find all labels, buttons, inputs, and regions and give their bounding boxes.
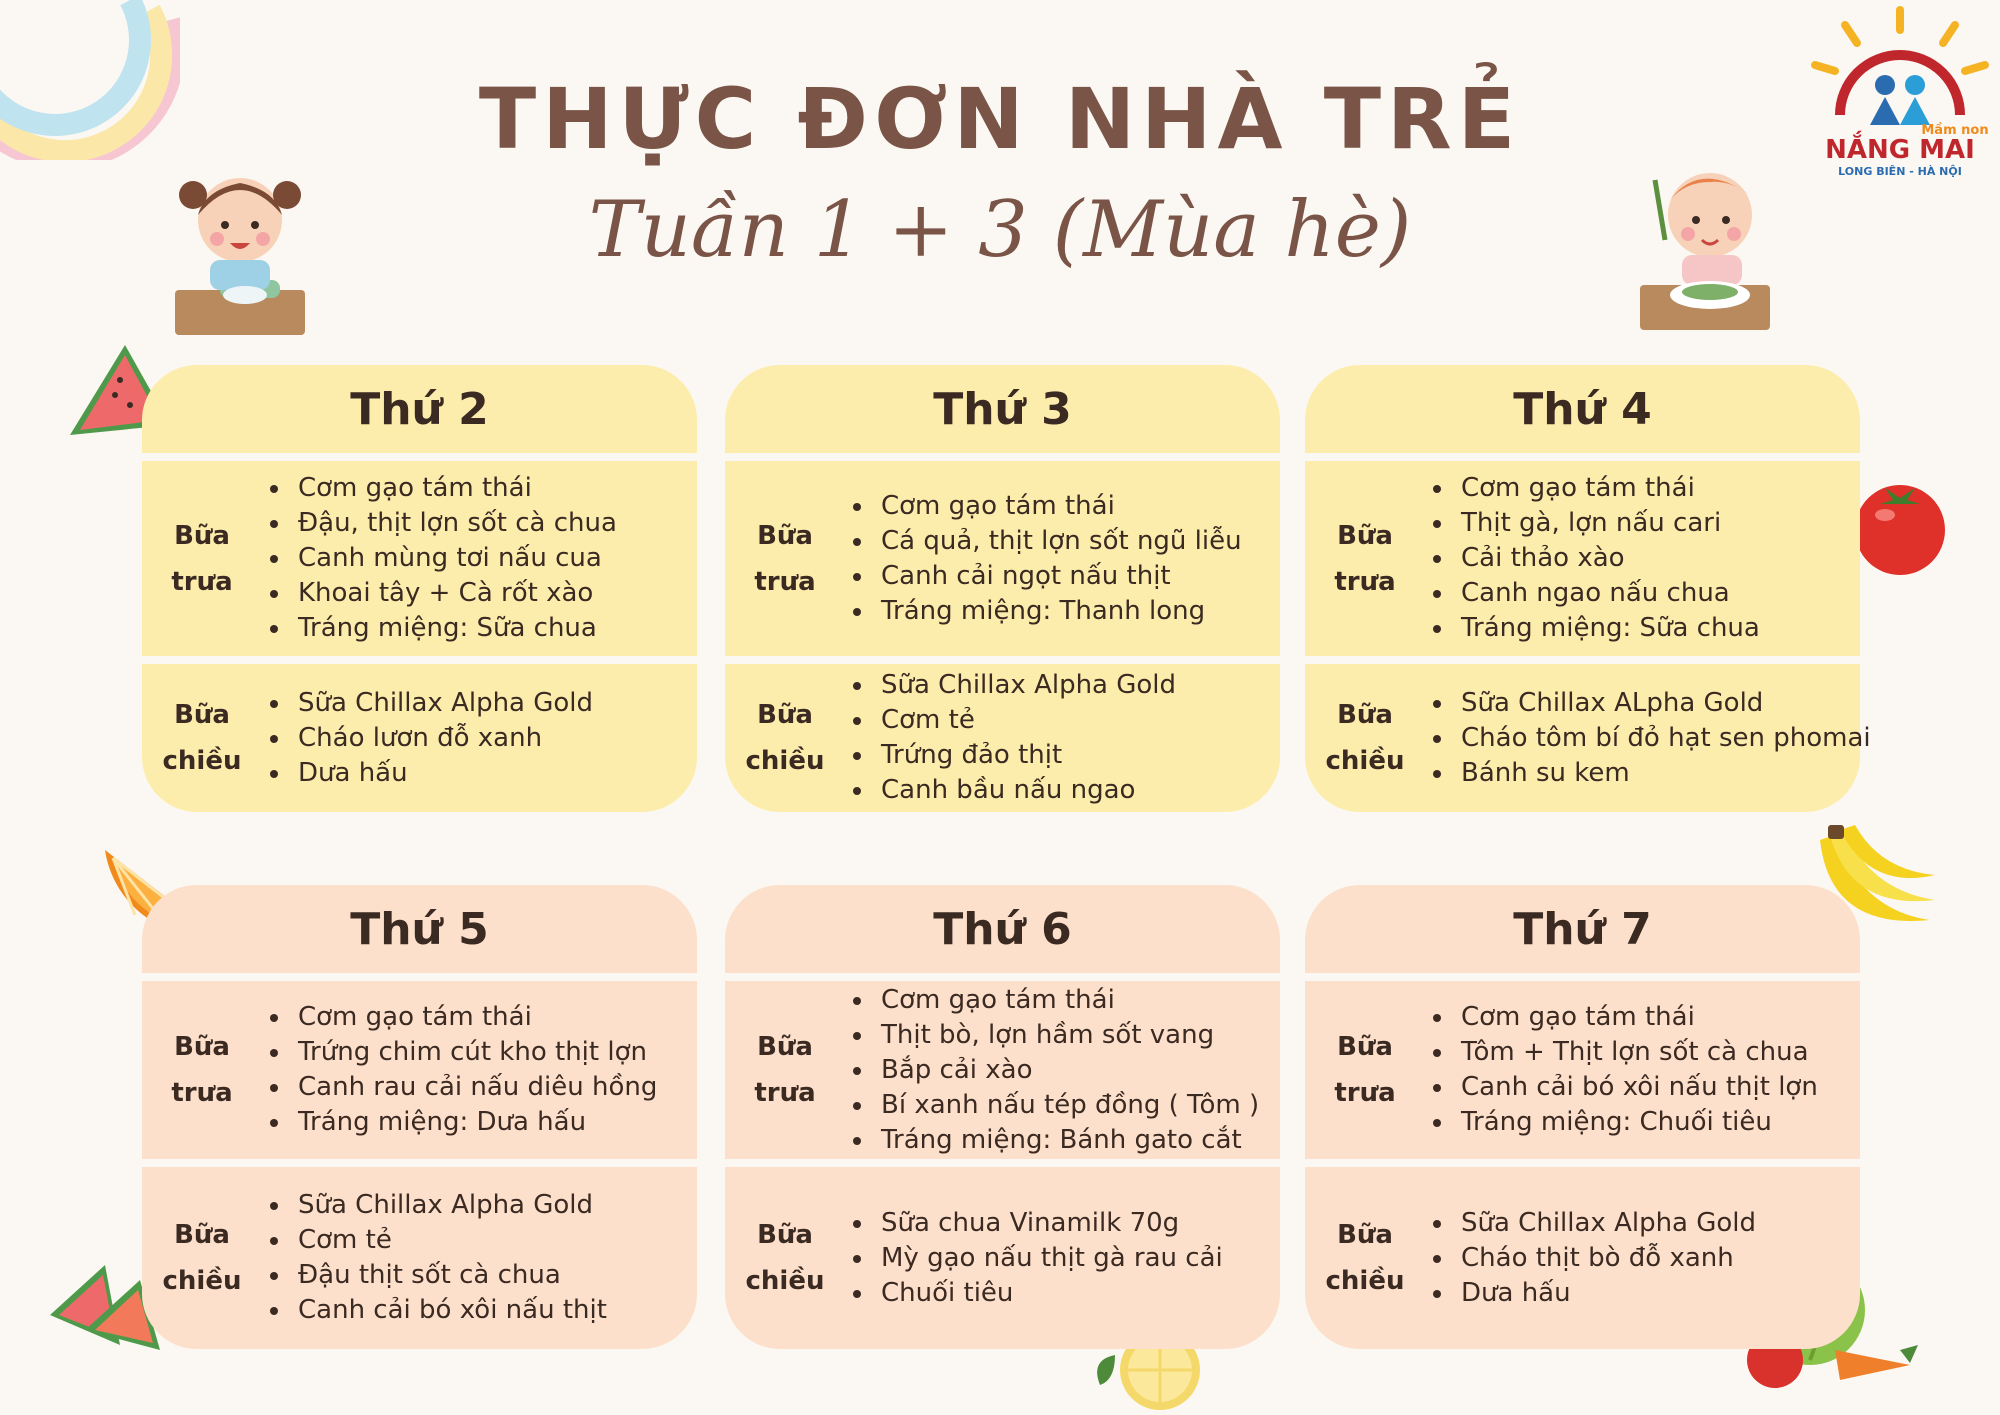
- menu-item: • Tráng miệng: Thanh long: [875, 594, 1242, 629]
- menu-item: • Cơm tẻ: [292, 1223, 607, 1258]
- dinner-menu-list: [845, 668, 1176, 808]
- lunch-menu-list: [845, 983, 1259, 1158]
- lunch-section: [1305, 981, 1860, 1159]
- menu-item: • Trứng đảo thịt: [875, 738, 1176, 773]
- dinner-section: [725, 1167, 1280, 1349]
- dinner-section: [725, 664, 1280, 812]
- logo-location: LONG BIÊN - HÀ NỘI: [1838, 165, 1962, 178]
- lunch-label-word: Bữa: [174, 520, 230, 551]
- menu-item: • Canh bầu nấu ngao: [875, 773, 1176, 808]
- menu-item: • Cơm gạo tám thái: [1455, 471, 1760, 506]
- tomato-icon: [1845, 470, 1955, 580]
- menu-item: • Sữa Chillax Alpha Gold: [1455, 1206, 1756, 1241]
- day-card: [1305, 885, 1860, 1349]
- menu-item: • Khoai tây + Cà rốt xào: [292, 576, 617, 611]
- menu-item: • Sữa Chillax Alpha Gold: [292, 1188, 607, 1223]
- menu-item: • Đậu, thịt lợn sốt cà chua: [292, 506, 617, 541]
- menu-item: • Cơm gạo tám thái: [875, 983, 1259, 1018]
- day-card: [725, 365, 1280, 812]
- day-title: Thứ 2: [142, 365, 697, 453]
- day-card: [725, 885, 1280, 1349]
- day-card: [142, 885, 697, 1349]
- lunch-section: [142, 981, 697, 1159]
- dinner-section: [1305, 1167, 1860, 1349]
- menu-item: • Cơm gạo tám thái: [1455, 1000, 1818, 1035]
- menu-item: • Chuối tiêu: [875, 1276, 1223, 1311]
- menu-item: • Cháo thịt bò đỗ xanh: [1455, 1241, 1756, 1276]
- menu-item: • Tráng miệng: Sữa chua: [292, 611, 617, 646]
- lunch-label: [142, 1024, 262, 1116]
- dinner-label: [1305, 692, 1425, 784]
- menu-item: • Tráng miệng: Sữa chua: [1455, 611, 1760, 646]
- menu-item: • Canh rau cải nấu diêu hồng: [292, 1070, 657, 1105]
- dinner-menu-list: [845, 1206, 1223, 1311]
- lunch-label-word: trưa: [754, 1078, 816, 1108]
- dinner-label-word: Bữa: [174, 1220, 230, 1250]
- lunch-menu-list: [1425, 1000, 1818, 1140]
- menu-item: • Cơm gạo tám thái: [292, 1000, 657, 1035]
- dinner-menu-list: [262, 686, 593, 791]
- menu-item: • Cải thảo xào: [1455, 541, 1760, 576]
- dinner-section: [1305, 664, 1871, 812]
- menu-item: • Bí xanh nấu tép đồng ( Tôm ): [875, 1088, 1259, 1123]
- menu-item: • Thịt gà, lợn nấu cari: [1455, 506, 1760, 541]
- lunch-menu-list: [262, 471, 617, 646]
- dinner-label-word: chiều: [1325, 746, 1405, 776]
- menu-item: • Canh mùng tơi nấu cua: [292, 541, 617, 576]
- lunch-label-word: trưa: [171, 566, 233, 597]
- menu-item: • Sữa Chillax Alpha Gold: [875, 668, 1176, 703]
- dinner-label-word: chiều: [162, 1266, 242, 1296]
- lunch-label-word: Bữa: [757, 1032, 813, 1062]
- menu-item: • Canh cải bó xôi nấu thịt: [292, 1293, 607, 1328]
- day-title: Thứ 5: [142, 885, 697, 973]
- lunch-label-word: trưa: [1334, 1078, 1396, 1108]
- dinner-label-word: chiều: [745, 746, 825, 776]
- day-title: Thứ 6: [725, 885, 1280, 973]
- dinner-label: [725, 1212, 845, 1304]
- lunch-label: [142, 513, 262, 605]
- dinner-label-word: chiều: [745, 1266, 825, 1296]
- lunch-label: [725, 1024, 845, 1116]
- menu-item: • Canh ngao nấu chua: [1455, 576, 1760, 611]
- menu-item: • Tráng miệng: Bánh gato cắt: [875, 1123, 1259, 1158]
- dinner-label-word: Bữa: [757, 700, 813, 730]
- menu-item: • Tôm + Thịt lợn sốt cà chua: [1455, 1035, 1818, 1070]
- day-title: Thứ 7: [1305, 885, 1860, 973]
- dinner-label-word: chiều: [162, 746, 242, 776]
- dinner-label-word: Bữa: [757, 1220, 813, 1250]
- menu-item: • Dưa hấu: [1455, 1276, 1756, 1311]
- logo-small-text: Mầm non: [1921, 123, 1989, 138]
- lunch-label: [1305, 513, 1425, 605]
- menu-item: • Cơm tẻ: [875, 703, 1176, 738]
- menu-item: • Tráng miệng: Chuối tiêu: [1455, 1105, 1818, 1140]
- dinner-section: [142, 664, 697, 812]
- lunch-menu-list: [845, 489, 1242, 629]
- dinner-label: [142, 692, 262, 784]
- menu-item: • Trứng chim cút kho thịt lợn: [292, 1035, 657, 1070]
- dinner-label: [725, 692, 845, 784]
- day-card: [142, 365, 697, 812]
- dinner-label: [142, 1212, 262, 1304]
- menu-item: • Cá quả, thịt lợn sốt ngũ liễu: [875, 524, 1242, 559]
- dinner-section: [142, 1167, 697, 1349]
- lunch-label-word: Bữa: [1337, 1032, 1393, 1062]
- dinner-menu-list: [1425, 1206, 1756, 1311]
- menu-item: • Mỳ gạo nấu thịt gà rau cải: [875, 1241, 1223, 1276]
- lunch-section: [725, 461, 1280, 656]
- day-title: Thứ 4: [1305, 365, 1860, 453]
- lunch-label-word: Bữa: [757, 520, 813, 551]
- menu-item: • Canh cải bó xôi nấu thịt lợn: [1455, 1070, 1818, 1105]
- lunch-label: [1305, 1024, 1425, 1116]
- lunch-menu-list: [1425, 471, 1760, 646]
- menu-item: • Cơm gạo tám thái: [875, 489, 1242, 524]
- day-card: [1305, 365, 1871, 812]
- day-title: Thứ 3: [725, 365, 1280, 453]
- menu-item: • Cơm gạo tám thái: [292, 471, 617, 506]
- menu-item: • Canh cải ngọt nấu thịt: [875, 559, 1242, 594]
- dinner-label: [1305, 1212, 1425, 1304]
- menu-item: • Bánh su kem: [1455, 756, 1871, 791]
- page-subtitle: Tuần 1 + 3 (Mùa hè): [588, 185, 1412, 275]
- dinner-menu-list: [262, 1188, 607, 1328]
- menu-item: • Sữa Chillax Alpha Gold: [292, 686, 593, 721]
- dinner-label-word: Bữa: [1337, 700, 1393, 730]
- lunch-label-word: trưa: [1334, 566, 1396, 597]
- lunch-section: [142, 461, 697, 656]
- menu-item: • Sữa chua Vinamilk 70g: [875, 1206, 1223, 1241]
- lunch-section: [725, 981, 1280, 1159]
- menu-item: • Đậu thịt sốt cà chua: [292, 1258, 607, 1293]
- lunch-label-word: trưa: [171, 1078, 233, 1108]
- dinner-label-word: Bữa: [1337, 1220, 1393, 1250]
- lunch-label: [725, 513, 845, 605]
- lunch-section: [1305, 461, 1860, 656]
- dinner-menu-list: [1425, 686, 1871, 791]
- menu-item: • Bắp cải xào: [875, 1053, 1259, 1088]
- page-title: THỰC ĐƠN NHÀ TRẺ: [478, 70, 1522, 168]
- menu-item: • Cháo tôm bí đỏ hạt sen phomai: [1455, 721, 1871, 756]
- dinner-label-word: Bữa: [174, 700, 230, 730]
- menu-item: • Cháo lươn đỗ xanh: [292, 721, 593, 756]
- menu-item: • Tráng miệng: Dưa hấu: [292, 1105, 657, 1140]
- menu-item: • Sữa Chillax ALpha Gold: [1455, 686, 1871, 721]
- menu-item: • Dưa hấu: [292, 756, 593, 791]
- lunch-label-word: Bữa: [1337, 520, 1393, 551]
- lunch-label-word: trưa: [754, 566, 816, 597]
- lunch-menu-list: [262, 1000, 657, 1140]
- menu-item: • Thịt bò, lợn hầm sốt vang: [875, 1018, 1259, 1053]
- logo-name: NẮNG MAI: [1825, 135, 1975, 165]
- dinner-label-word: chiều: [1325, 1266, 1405, 1296]
- lunch-label-word: Bữa: [174, 1032, 230, 1062]
